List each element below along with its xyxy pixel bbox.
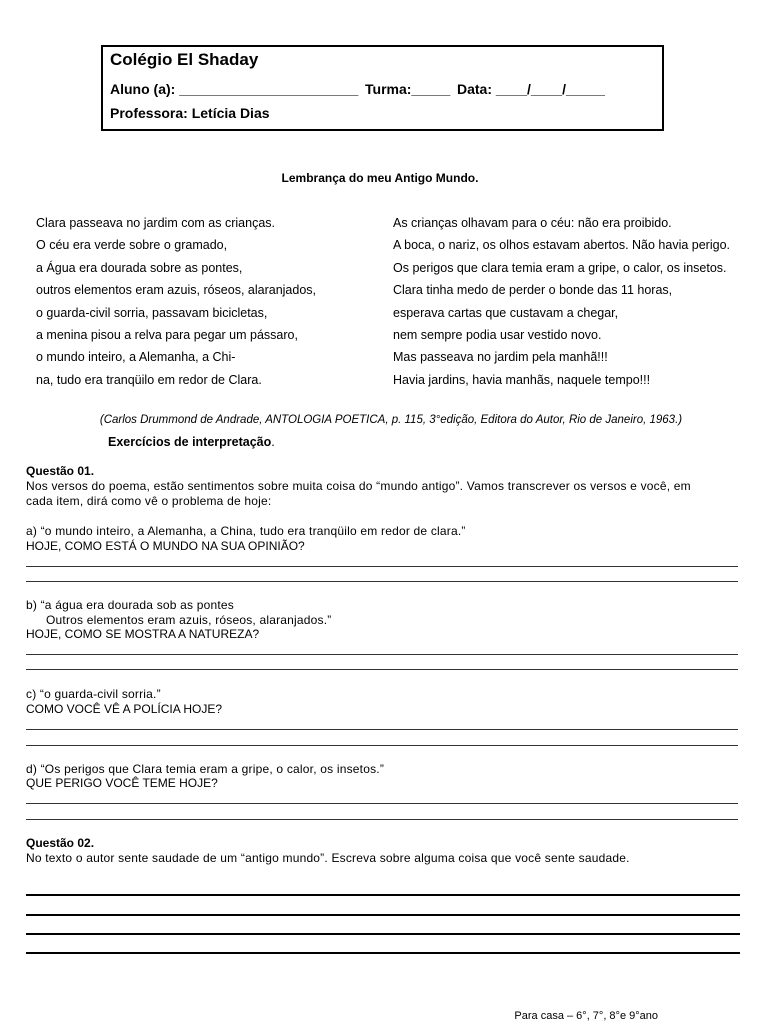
item-b-verse-2: Outros elementos eram azuis, róseos, alaranjados.”: [46, 613, 332, 627]
question-1-text-line-1: Nos versos do poema, estão sentimentos sobre muita coisa do “mundo antigo”. Vamos transcrever os versos e você, em: [26, 479, 691, 493]
teacher-name: Professora: Letícia Dias: [110, 105, 270, 121]
item-b-prompt: HOJE, COMO SE MOSTRA A NATUREZA?: [26, 627, 260, 641]
poem-right-column: [393, 214, 730, 393]
question-1-title: Questão 01.: [26, 464, 95, 478]
poem-verse: o mundo inteiro, a Alemanha, a Chi-: [36, 350, 236, 365]
poem-verse: Clara passeava no jardim com as crianças.: [36, 216, 275, 230]
footer-note: Para casa – 6°, 7°, 8°e 9°ano: [514, 1010, 658, 1022]
answer-line: [26, 933, 740, 935]
poem-title: Lembrança do meu Antigo Mundo.: [281, 171, 479, 185]
answer-line: [26, 803, 738, 804]
answer-line: [26, 566, 738, 567]
poem-verse: Os perigos que clara temia eram a gripe, o calor, os insetos.: [393, 260, 727, 275]
poem-verse: nem sempre podia usar vestido novo.: [393, 327, 602, 342]
poem-verse: Havia jardins, havia manhãs, naquele tempo!!!: [393, 372, 651, 387]
exercises-period: .: [271, 435, 275, 449]
poem-verse: a Água era dourada sobre as pontes,: [36, 260, 243, 275]
poem-verse: o guarda-civil sorria, passavam bicicletas,: [36, 305, 268, 320]
item-a-verse: a) “o mundo inteiro, a Alemanha, a China, tudo era tranqüilo em redor de clara.”: [26, 524, 466, 538]
question-1-text-line-2: cada item, dirá como vê o problema de hoje:: [26, 494, 272, 508]
date-field: Data: ____/____/_____: [457, 81, 605, 97]
poem-verse: outros elementos eram azuis, róseos, alaranjados,: [36, 283, 317, 298]
item-d-verse: d) “Os perigos que Clara temia eram a gripe, o calor, os insetos.”: [26, 762, 385, 776]
answer-line: [26, 729, 738, 730]
answer-line: [26, 819, 738, 820]
poem-verse: As crianças olhavam para o céu: não era proibido.: [393, 216, 672, 230]
question-2-text: No texto o autor sente saudade de um “antigo mundo”. Escreva sobre alguma coisa que você sente saudade.: [26, 851, 630, 865]
answer-line: [26, 745, 738, 746]
exercises-title: Exercícios de interpretação: [108, 435, 272, 449]
item-a-prompt: HOJE, COMO ESTÁ O MUNDO NA SUA OPINIÃO?: [26, 539, 305, 553]
answer-line: [26, 581, 738, 582]
poem-verse: esperava cartas que custavam a chegar,: [393, 305, 619, 320]
item-c-verse: c) “o guarda-civil sorria.”: [26, 687, 161, 701]
poem-verse: Clara tinha medo de perder o bonde das 11 horas,: [393, 283, 673, 298]
poem-verse: O céu era verde sobre o gramado,: [36, 238, 228, 253]
exercises-heading: [108, 435, 275, 449]
class-field: Turma:_____: [365, 81, 451, 97]
school-name: Colégio El Shaday: [110, 50, 259, 69]
answer-line: [26, 894, 740, 896]
poem-verse: Mas passeava no jardim pela manhã!!!: [393, 350, 608, 365]
question-2-title: Questão 02.: [26, 836, 95, 850]
poem-left-column: [36, 214, 316, 393]
answer-line: [26, 952, 740, 954]
item-b-verse-1: b) “a água era dourada sob as pontes: [26, 598, 235, 612]
poem-verse: A boca, o nariz, os olhos estavam abertos. Não havia perigo.: [393, 238, 730, 253]
answer-line: [26, 654, 738, 655]
student-field: Aluno (a): _______________________: [110, 81, 359, 97]
item-c-prompt: COMO VOCÊ VÊ A POLÍCIA HOJE?: [26, 702, 223, 716]
poem-verse: na, tudo era tranqüilo em redor de Clara.: [36, 372, 262, 387]
citation: (Carlos Drummond de Andrade, ANTOLOGIA POETICA, p. 115, 3°edição, Editora do Autor, Rio de Janeiro, 1963.): [99, 414, 683, 426]
answer-line: [26, 669, 738, 670]
answer-line: [26, 914, 740, 916]
item-d-prompt: QUE PERIGO VOCÊ TEME HOJE?: [26, 776, 218, 790]
poem-verse: a menina pisou a relva para pegar um pássaro,: [36, 327, 298, 342]
